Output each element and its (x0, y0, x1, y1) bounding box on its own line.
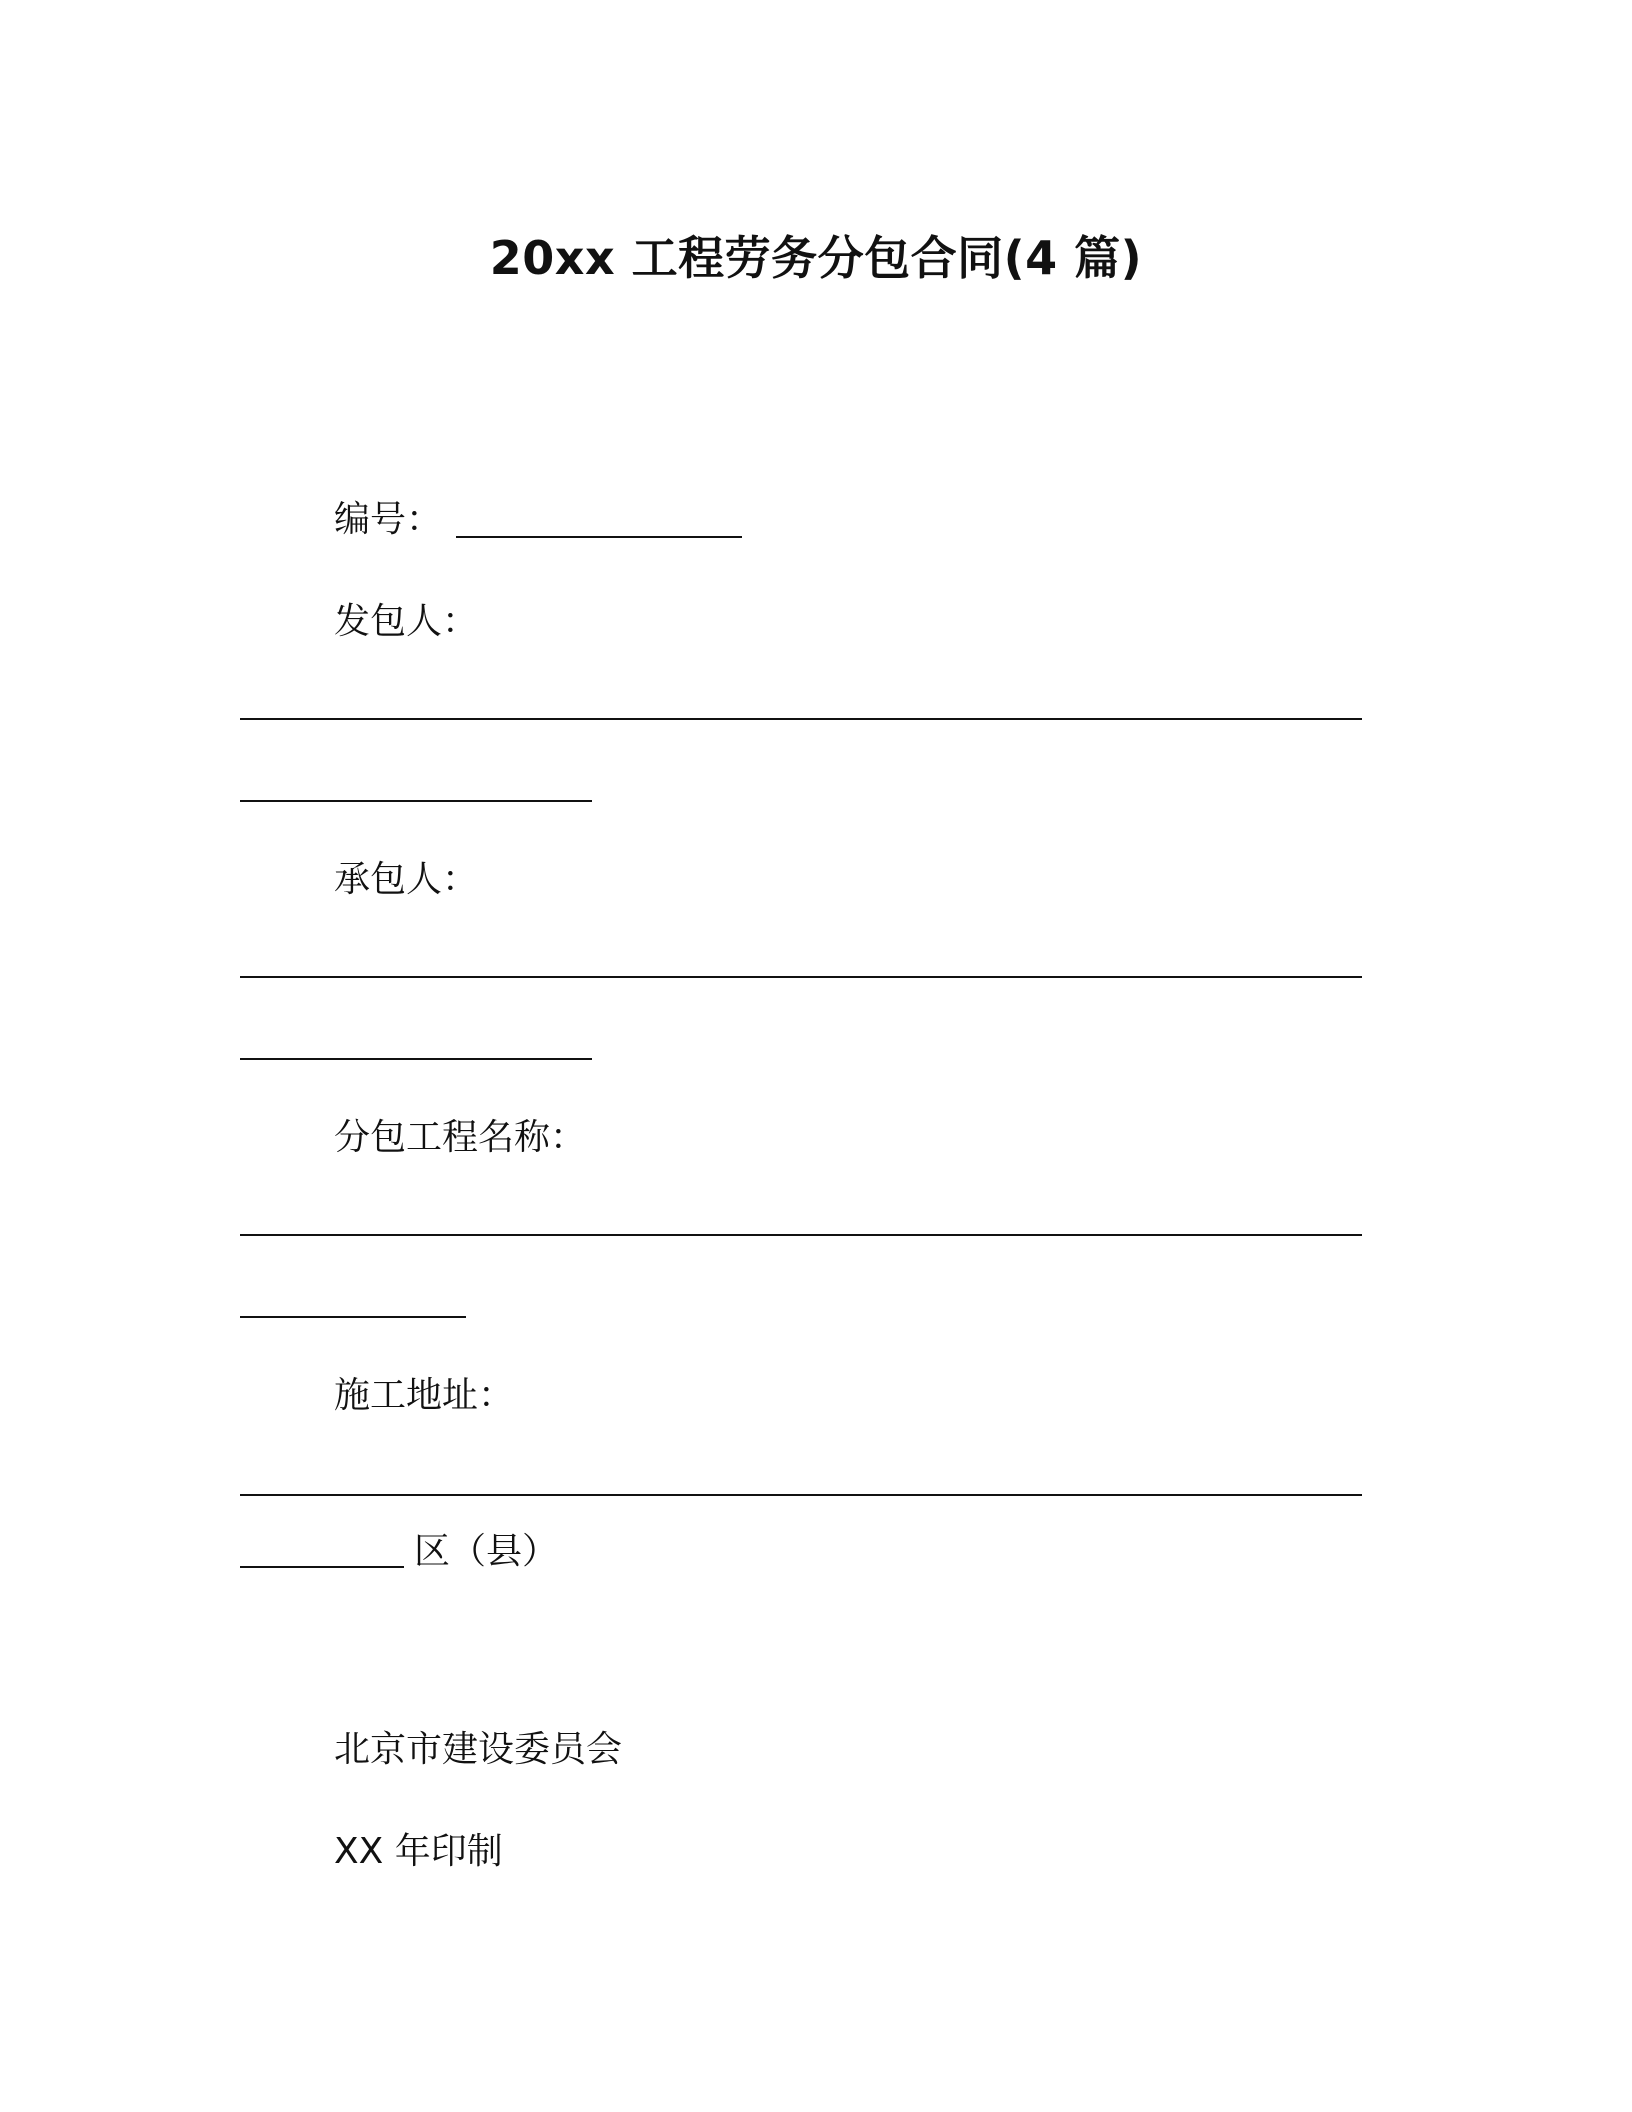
employer-label: 发包人： (334, 601, 479, 642)
issuer-text: 北京市建设委员会 (334, 1729, 623, 1770)
project-name-label: 分包工程名称： (334, 1117, 587, 1158)
printed-year-text: XX 年印制 (334, 1831, 503, 1872)
contractor-label: 承包人： (334, 859, 479, 900)
project-name-blank-line-2 (240, 1316, 466, 1318)
district-suffix: 区（县） (414, 1531, 559, 1572)
number-label: 编号： (334, 499, 443, 540)
site-address-blank-line-2 (240, 1566, 404, 1568)
site-address-blank-line-1 (240, 1494, 1362, 1496)
document-title: 20xx 工程劳务分包合同(4 篇) (489, 231, 1143, 285)
project-name-blank-line-1 (240, 1234, 1362, 1236)
contractor-blank-line-2 (240, 1058, 592, 1060)
employer-blank-line-1 (240, 718, 1362, 720)
employer-blank-line-2 (240, 800, 592, 802)
number-blank-line (456, 536, 742, 538)
site-address-label: 施工地址： (334, 1375, 515, 1416)
contractor-blank-line-1 (240, 976, 1362, 978)
